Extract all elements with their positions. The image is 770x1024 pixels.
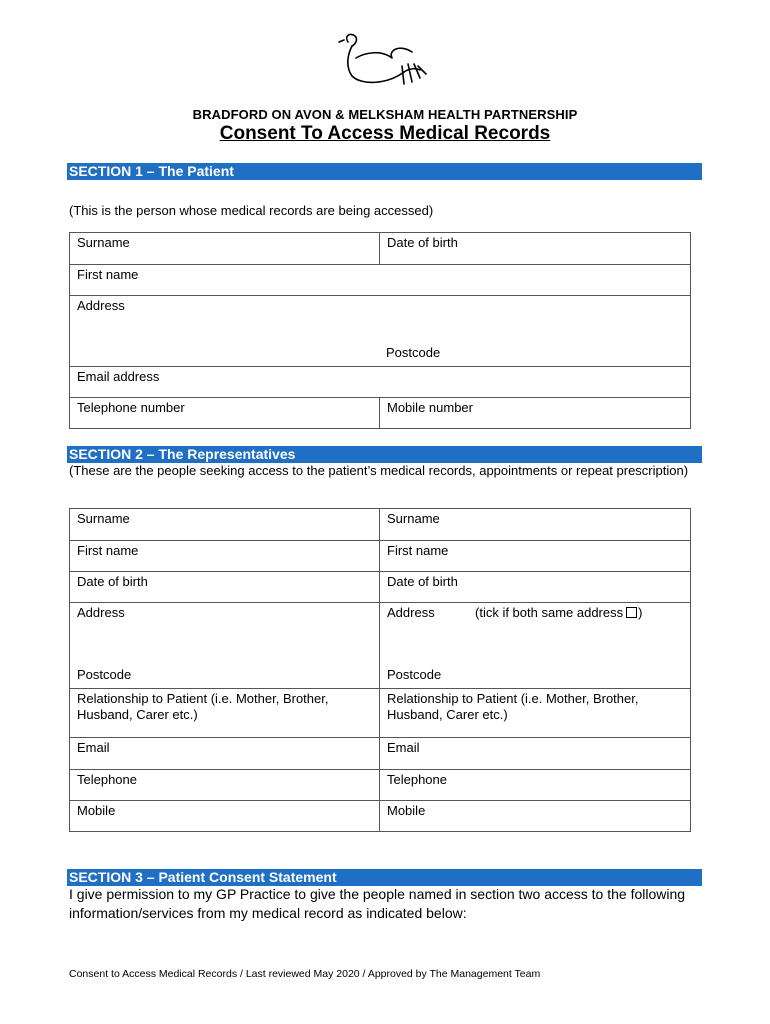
organisation-name: BRADFORD ON AVON & MELKSHAM HEALTH PARTNERSHIP <box>192 107 578 122</box>
rep1-email-field[interactable] <box>70 738 380 770</box>
rep1-first-name-field[interactable] <box>70 541 380 572</box>
section2-heading: SECTION 2 – The Representatives <box>67 446 702 463</box>
patient-first-name-label: First name <box>77 267 139 282</box>
rep1-mobile-label: Mobile <box>77 803 116 818</box>
patient-dob-label: Date of birth <box>387 235 458 250</box>
rep1-first-name-label: First name <box>77 543 139 558</box>
swan-logo-icon <box>330 28 434 90</box>
rep1-address-field[interactable] <box>70 603 380 689</box>
rep2-mobile-label: Mobile <box>387 803 426 818</box>
rep2-relationship-label: Relationship to Patient (i.e. Mother, Brother, Husband, Carer etc.) <box>387 691 639 722</box>
section3-heading: SECTION 3 – Patient Consent Statement <box>67 869 702 886</box>
patient-mobile-label: Mobile number <box>387 400 473 415</box>
rep1-dob-label: Date of birth <box>77 574 148 589</box>
rep2-telephone-label: Telephone <box>387 772 447 787</box>
patient-address-field[interactable] <box>70 296 691 367</box>
rep2-first-name-label: First name <box>387 543 449 558</box>
rep1-telephone-label: Telephone <box>77 772 137 787</box>
rep2-dob-field[interactable] <box>380 572 691 603</box>
section1-heading: SECTION 1 – The Patient <box>67 163 702 180</box>
patient-email-field[interactable] <box>70 367 691 398</box>
rep2-telephone-field[interactable] <box>380 770 691 801</box>
patient-dob-field[interactable] <box>380 233 691 265</box>
rep1-mobile-field[interactable] <box>70 801 380 832</box>
patient-surname-label: Surname <box>77 235 130 250</box>
rep1-surname-label: Surname <box>77 511 130 526</box>
rep2-address-field[interactable] <box>380 603 691 689</box>
representatives-table <box>69 508 691 832</box>
footer-text: Consent to Access Medical Records / Last reviewed May 2020 / Approved by The Management Team <box>69 968 541 980</box>
rep1-address-label: Address <box>77 605 125 620</box>
same-address-checkbox[interactable] <box>626 607 637 618</box>
section1-intro: (This is the person whose medical records are being accessed) <box>69 203 434 218</box>
rep2-dob-label: Date of birth <box>387 574 458 589</box>
patient-telephone-label: Telephone number <box>77 400 185 415</box>
rep1-dob-field[interactable] <box>70 572 380 603</box>
section2-intro: (These are the people seeking access to the patient’s medical records, appointments or repeat prescription) <box>69 463 689 478</box>
rep1-relationship-label: Relationship to Patient (i.e. Mother, Brother, Husband, Carer etc.) <box>77 691 329 722</box>
patient-email-label: Email address <box>77 369 160 384</box>
patient-mobile-field[interactable] <box>380 398 691 429</box>
same-address-close: ) <box>638 605 643 620</box>
rep2-postcode-label: Postcode <box>387 667 442 682</box>
patient-telephone-field[interactable] <box>70 398 380 429</box>
same-address-label: (tick if both same address <box>475 605 624 620</box>
rep1-email-label: Email <box>77 740 110 755</box>
consent-statement: I give permission to my GP Practice to give the people named in section two access to the following information/services from my medical record as indicated below: <box>69 886 686 921</box>
patient-first-name-field[interactable] <box>70 265 691 296</box>
rep2-address-label: Address <box>387 605 435 620</box>
rep2-email-field[interactable] <box>380 738 691 770</box>
page-title: Consent To Access Medical Records <box>219 123 551 144</box>
patient-postcode-label: Postcode <box>386 345 441 360</box>
rep1-relationship-field[interactable] <box>70 689 380 738</box>
rep2-relationship-field[interactable] <box>380 689 691 738</box>
rep2-mobile-field[interactable] <box>380 801 691 832</box>
rep1-surname-field[interactable] <box>70 509 380 541</box>
same-address-note <box>475 605 642 621</box>
rep2-surname-label: Surname <box>387 511 440 526</box>
rep1-telephone-field[interactable] <box>70 770 380 801</box>
patient-details-table <box>69 232 691 429</box>
rep2-first-name-field[interactable] <box>380 541 691 572</box>
rep2-surname-field[interactable] <box>380 509 691 541</box>
patient-surname-field[interactable] <box>70 233 380 265</box>
rep1-postcode-label: Postcode <box>77 667 132 682</box>
rep2-email-label: Email <box>387 740 420 755</box>
patient-address-label: Address <box>77 298 125 313</box>
